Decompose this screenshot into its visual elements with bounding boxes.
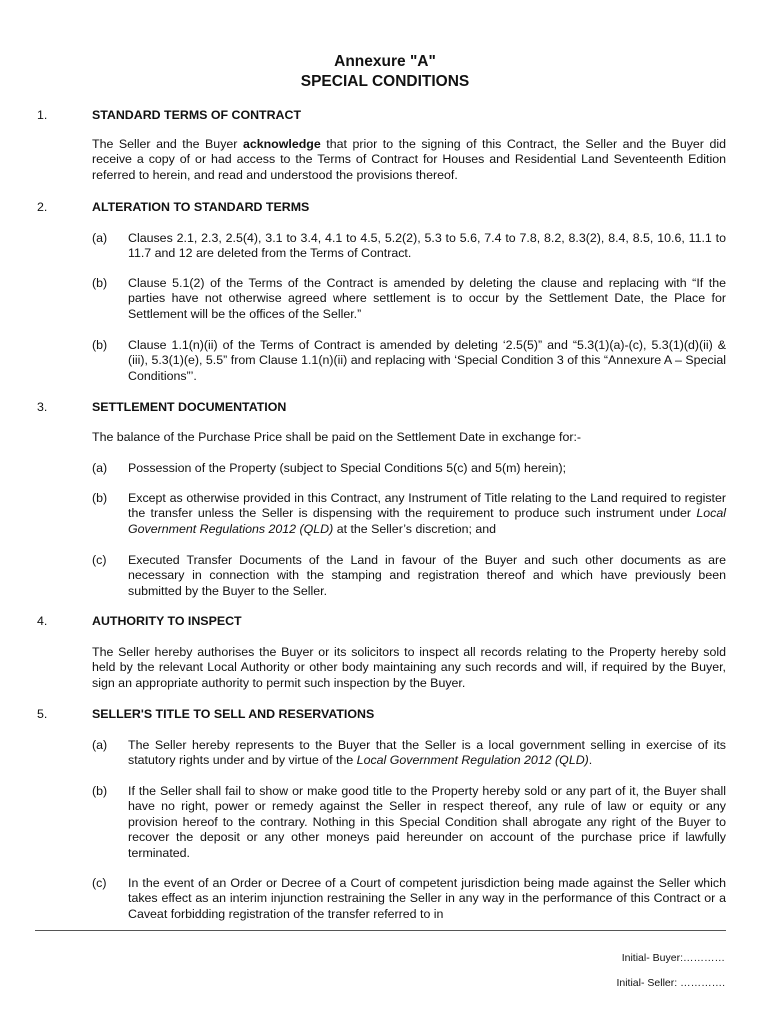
item-text: If the Seller shall fail to show or make good title to the Property hereby sold or any part of it, the Buyer shall have no right, power or remedy against the Seller in respect thereof, any rule of law or equity or any provision hereof to the contrary. Nothing in this Special Condition shall abrogate any right of the Buyer to recover the deposit or any other moneys paid hereunder on account of the purchase price if lawfully terminated.: [128, 784, 726, 860]
annexure-title: Annexure "A": [334, 53, 436, 70]
item-text-part: at the Seller’s discretion; and: [333, 521, 497, 536]
paragraph-text: The Seller and the Buyer: [92, 137, 243, 151]
section-number: 4.: [37, 614, 48, 628]
item-label: (a): [92, 461, 108, 475]
item-label: (a): [92, 738, 108, 752]
section-heading: SELLER'S TITLE TO SELL AND RESERVATIONS: [92, 707, 375, 721]
item-text-part: Except as otherwise provided in this Contract, any Instrument of Title relating to the Land required to register the transfer unless the Seller is dispensing with the requirement to produce such instrument under: [128, 491, 726, 521]
initial-buyer: Initial- Buyer:…………: [621, 952, 725, 964]
item-text: Clause 1.1(n)(ii) of the Terms of Contract is amended by deleting ‘2.5(5)” and “5.3(1)(a)-(c), 5.3(1)(d)(ii) & (iii), 5.3(1)(e), 5.5” from Clause 1.1(n)(ii) and replacing with ‘Special Condition 3 of this “Annexure A – Special Conditions”’.: [128, 338, 726, 383]
section-heading: AUTHORITY TO INSPECT: [92, 614, 242, 628]
item-label: (b): [92, 784, 108, 798]
section-heading: SETTLEMENT DOCUMENTATION: [92, 400, 287, 414]
item-text: In the event of an Order or Decree of a Court of competent jurisdiction being made against the Seller which takes effect as an interim injunction restraining the Seller in any way in the performance of this Contract or a Caveat forbidding registration of the transfer referred to in: [128, 876, 726, 921]
section-paragraph: The Seller hereby authorises the Buyer or its solicitors to inspect all records relating to the Property hereby sold held by the relevant Local Authority or other body maintaining any such records and will, if required by the Buyer, sign an appropriate authority to permit such inspection by the Buyer.: [92, 645, 726, 690]
item-text: [128, 491, 726, 537]
item-label: (c): [92, 553, 107, 567]
section-heading: STANDARD TERMS OF CONTRACT: [92, 108, 302, 122]
section-number: 1.: [37, 108, 48, 122]
item-label: (a): [92, 231, 108, 245]
item-label: (b): [92, 338, 108, 352]
item-text: [128, 738, 726, 769]
item-italic-text: Local Government Regulations 2012 (QLD): [128, 506, 726, 536]
paragraph-text: that prior to the signing of this Contract, the Seller and the Buyer did receive a copy of or had access to the Terms of Contract for Houses and Residential Land Seventeenth Edition referred to herein, and read and understood the provisions thereof.: [92, 137, 726, 182]
initial-seller: Initial- Seller: ………….: [616, 977, 725, 989]
item-italic-text: Local Government Regulation 2012 (QLD): [356, 753, 589, 768]
section-paragraph: The balance of the Purchase Price shall be paid on the Settlement Date in exchange for:-: [92, 430, 582, 444]
item-text-part: The Seller hereby represents to the Buyer that the Seller is a local government selling in exercise of its statutory rights under and by virtue of the: [128, 738, 726, 768]
item-text: Clauses 2.1, 2.3, 2.5(4), 3.1 to 3.4, 4.1 to 4.5, 5.2(2), 5.3 to 5.6, 7.4 to 7.8, 8.2, 8.3(2), 8.4, 8.5, 10.6, 11.1 to 11.7 and 12 are deleted from the Terms of Contract.: [128, 231, 726, 261]
item-label: (c): [92, 876, 107, 890]
section-heading: ALTERATION TO STANDARD TERMS: [92, 200, 310, 214]
item-label: (b): [92, 491, 108, 505]
item-label: (b): [92, 276, 108, 290]
section-number: 2.: [37, 200, 48, 214]
item-text: Clause 5.1(2) of the Terms of the Contract is amended by deleting the clause and replacing with “If the parties have not otherwise agreed where settlement is to occur by the Settlement Date, the Place for Settlement will be the offices of the Seller.”: [128, 276, 726, 321]
section-paragraph: [92, 137, 726, 183]
footer-divider: [35, 930, 726, 931]
item-text-part: .: [588, 753, 593, 768]
item-text: Executed Transfer Documents of the Land in favour of the Buyer and such other documents as are necessary in connection with the stamping and registration thereof and which have previously been submitted by the Buyer to the Seller.: [128, 553, 726, 598]
item-text: Possession of the Property (subject to Special Conditions 5(c) and 5(m) herein);: [128, 461, 567, 475]
paragraph-bold-text: acknowledge: [242, 137, 321, 151]
section-number: 5.: [37, 707, 48, 721]
section-number: 3.: [37, 400, 48, 414]
special-conditions-title: SPECIAL CONDITIONS: [300, 73, 470, 90]
